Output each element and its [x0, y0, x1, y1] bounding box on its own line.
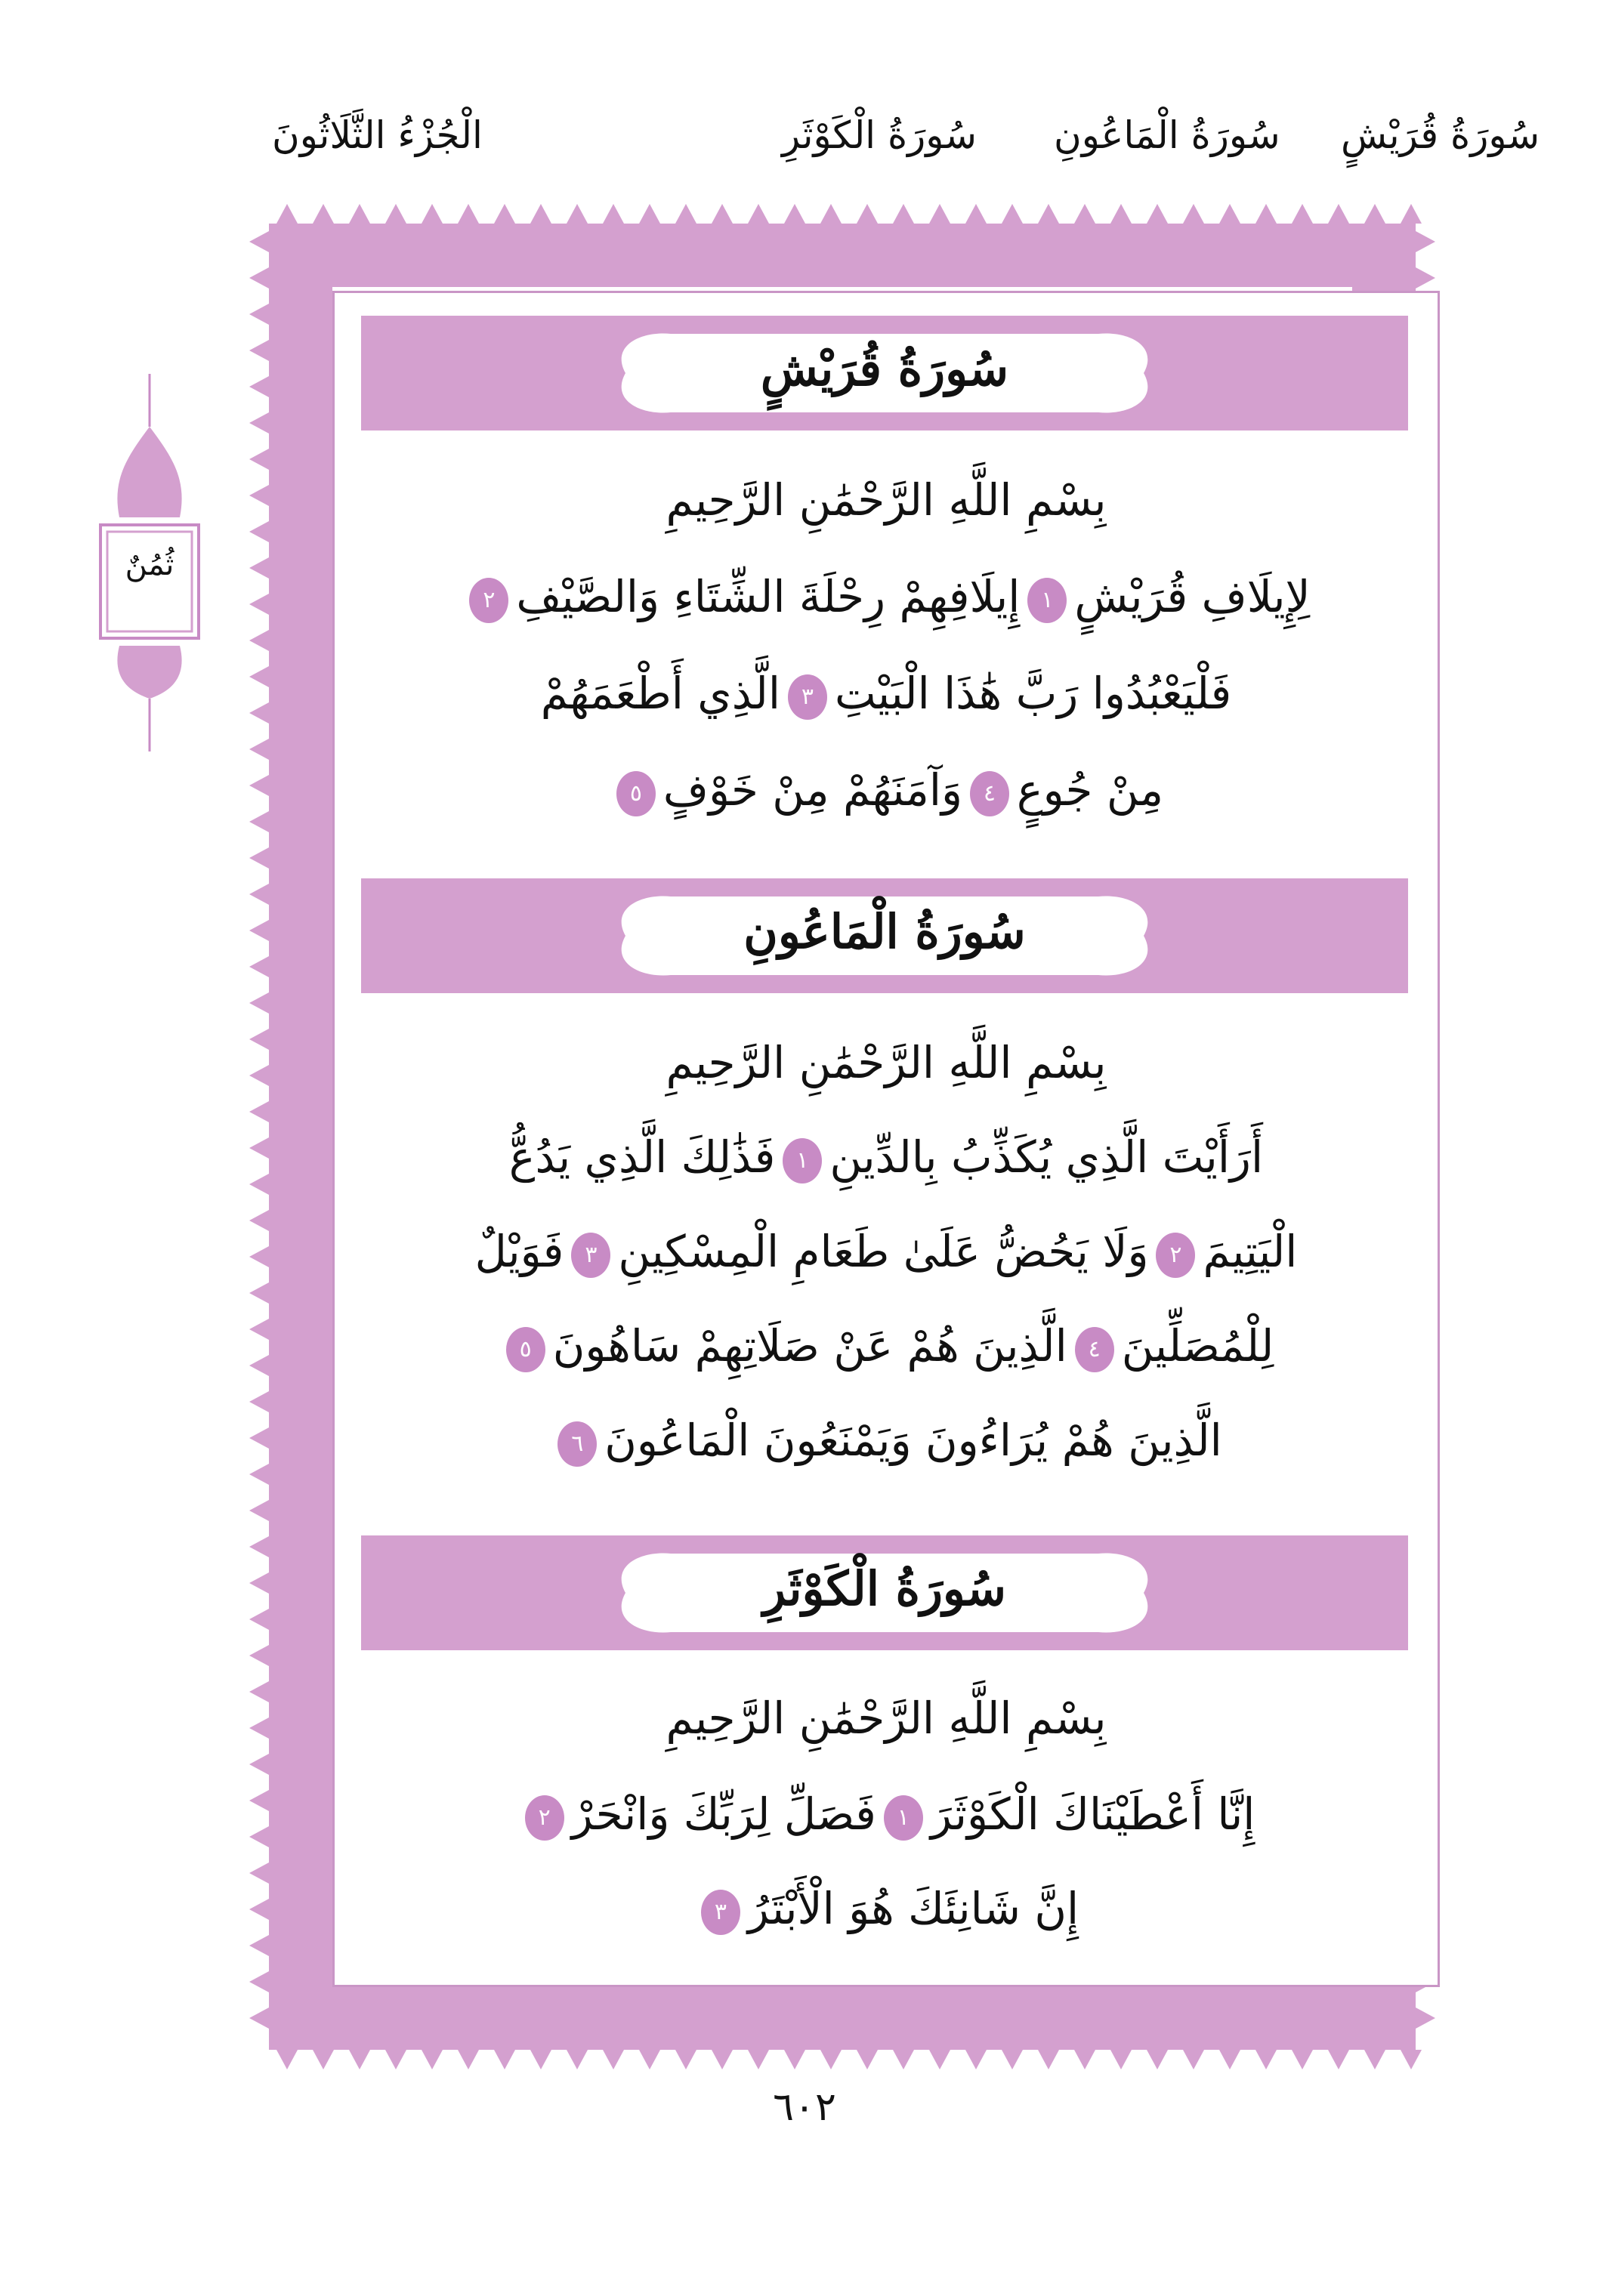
- frame-tooth: [675, 204, 696, 224]
- frame-tooth: [965, 2050, 987, 2069]
- ayah-marker: ١: [1027, 578, 1067, 623]
- frame-tooth: [639, 2050, 660, 2069]
- frame-tooth: [249, 594, 269, 615]
- surah-banner-quraysh: [361, 316, 1408, 430]
- frame-tooth: [249, 1899, 269, 1920]
- verse-text: الْيَتِيمَ: [1203, 1226, 1298, 1277]
- frame-tooth: [249, 1101, 269, 1122]
- frame-tooth: [313, 2050, 334, 2069]
- verse-line: [380, 1320, 1392, 1372]
- frame-tooth: [249, 956, 269, 977]
- frame-tooth: [249, 811, 269, 832]
- frame-tooth: [249, 1427, 269, 1449]
- frame-tooth: [784, 2050, 805, 2069]
- frame-tooth: [249, 1935, 269, 1956]
- verse-text: وَلَا يَحُضُّ عَلَىٰ طَعَامِ الْمِسْكِينِ: [618, 1226, 1149, 1277]
- frame-tooth: [422, 204, 443, 224]
- frame-tooth: [249, 449, 269, 470]
- verse-line: [380, 1883, 1392, 1935]
- verse-text: إِنَّ شَانِئَكَ هُوَ الْأَبْتَرُ: [747, 1883, 1079, 1934]
- frame-tooth: [249, 376, 269, 397]
- frame-tooth: [1255, 204, 1277, 224]
- basmala: بِسْمِ اللَّهِ الرَّحْمَٰنِ الرَّحِيمِ: [666, 1037, 1107, 1088]
- frame-tooth: [1401, 2050, 1422, 2069]
- frame-tooth: [249, 666, 269, 687]
- frame-tooth: [567, 2050, 588, 2069]
- surah-banner-maun: [361, 878, 1408, 993]
- frame-tooth: [1401, 204, 1422, 224]
- frame-tooth: [249, 847, 269, 869]
- frame-tooth: [249, 1609, 269, 1630]
- basmala: بِسْمِ اللَّهِ الرَّحْمَٰنِ الرَّحِيمِ: [666, 1693, 1107, 1744]
- frame-tooth: [1038, 2050, 1059, 2069]
- frame-tooth: [249, 521, 269, 542]
- frame-tooth: [349, 204, 370, 224]
- frame-tooth: [748, 2050, 769, 2069]
- frame-tooth: [249, 1681, 269, 1702]
- frame-tooth: [1147, 2050, 1168, 2069]
- surah-banner-kawthar: [361, 1535, 1408, 1650]
- frame-tooth: [1074, 204, 1095, 224]
- verse-text: فَصَلِّ لِرَبِّكَ وَانْحَرْ: [571, 1788, 876, 1840]
- verse-text: أَرَأَيْتَ الَّذِي يُكَذِّبُ بِالدِّينِ: [829, 1131, 1264, 1183]
- frame-tooth: [249, 1464, 269, 1485]
- frame-tooth: [249, 340, 269, 361]
- verse-text: الَّذِينَ هُمْ عَنْ صَلَاتِهِمْ سَاهُونَ: [552, 1320, 1067, 1372]
- frame-tooth: [494, 2050, 515, 2069]
- verse-text: فَذَٰلِكَ الَّذِي يَدُعُّ: [508, 1131, 776, 1183]
- page-number: ٦٠٢: [773, 2085, 836, 2130]
- frame-tooth: [893, 2050, 914, 2069]
- frame-tooth: [249, 1717, 269, 1739]
- frame-tooth: [385, 204, 406, 224]
- frame-tooth: [249, 1826, 269, 1847]
- frame-tooth: [249, 739, 269, 760]
- surah-title: سُورَةُ الْمَاعُونِ: [743, 904, 1026, 959]
- frame-tooth: [249, 1065, 269, 1086]
- frame-tooth: [249, 485, 269, 506]
- ayah-marker: ٣: [701, 1890, 740, 1935]
- verse-line: [380, 668, 1392, 720]
- surah-title: سُورَةُ قُرَيْشٍ: [760, 341, 1009, 397]
- frame-tooth: [530, 2050, 551, 2069]
- frame-tooth: [249, 412, 269, 434]
- frame-tooth: [249, 1391, 269, 1412]
- frame-tooth: [639, 204, 660, 224]
- frame-tooth: [313, 204, 334, 224]
- frame-tooth: [712, 2050, 733, 2069]
- frame-tooth: [249, 1790, 269, 1811]
- frame-tooth: [1364, 204, 1385, 224]
- frame-tooth: [458, 2050, 479, 2069]
- frame-tooth: [1416, 231, 1435, 252]
- frame-tooth: [385, 2050, 406, 2069]
- ayah-marker: ٢: [1156, 1233, 1195, 1278]
- frame-tooth: [1219, 2050, 1240, 2069]
- frame-tooth: [249, 775, 269, 796]
- frame-tooth: [249, 1282, 269, 1304]
- frame-tooth: [1364, 2050, 1385, 2069]
- frame-tooth: [1183, 2050, 1204, 2069]
- verse-line: [380, 1788, 1392, 1841]
- ayah-marker: ٢: [525, 1795, 564, 1841]
- frame-tooth: [712, 204, 733, 224]
- frame-tooth: [276, 2050, 298, 2069]
- side-label: ثُمُنٌ: [125, 548, 174, 582]
- ayah-marker: ٣: [788, 674, 827, 720]
- frame-tooth: [249, 2007, 269, 2029]
- frame-tooth: [603, 204, 624, 224]
- ayah-marker: ١: [783, 1138, 822, 1183]
- frame-tooth: [494, 204, 515, 224]
- frame-tooth: [249, 1246, 269, 1267]
- frame-tooth: [249, 992, 269, 1014]
- verse-line: [380, 1415, 1392, 1467]
- ayah-marker: ٢: [469, 578, 508, 623]
- frame-tooth: [249, 304, 269, 325]
- frame-tooth: [249, 557, 269, 579]
- frame-tooth: [422, 2050, 443, 2069]
- frame-tooth: [567, 204, 588, 224]
- frame-tooth: [1255, 2050, 1277, 2069]
- header-surah-quraysh: سُورَةُ قُرَيْشٍ: [1341, 113, 1540, 157]
- ayah-marker: ٥: [616, 771, 656, 816]
- frame-tooth: [249, 1754, 269, 1775]
- frame-tooth: [1328, 2050, 1349, 2069]
- verse-text: لِلْمُصَلِّينَ: [1121, 1320, 1274, 1372]
- verse-text: لِإِيلَافِ قُرَيْشٍ: [1074, 571, 1311, 622]
- verse-text: الَّذِي أَطْعَمَهُمْ: [540, 668, 780, 719]
- frame-tooth: [249, 1174, 269, 1195]
- frame-tooth: [276, 204, 298, 224]
- frame-tooth: [249, 630, 269, 651]
- frame-tooth: [249, 1137, 269, 1159]
- frame-tooth: [1328, 204, 1349, 224]
- frame-tooth: [1147, 204, 1168, 224]
- frame-tooth: [820, 2050, 842, 2069]
- frame-tooth: [1110, 2050, 1132, 2069]
- frame-tooth: [1002, 2050, 1023, 2069]
- basmala: بِسْمِ اللَّهِ الرَّحْمَٰنِ الرَّحِيمِ: [666, 474, 1107, 526]
- frame-tooth: [249, 1862, 269, 1884]
- surah-title: سُورَةُ الْكَوْثَرِ: [763, 1561, 1006, 1616]
- frame-tooth: [249, 1319, 269, 1340]
- ayah-marker: ٣: [571, 1233, 610, 1278]
- header-surah-kawthar: سُورَةُ الْكَوْثَرِ: [782, 113, 977, 157]
- frame-tooth: [603, 2050, 624, 2069]
- ayah-marker: ٤: [970, 771, 1009, 816]
- verse-text: مِنْ جُوعٍ: [1016, 764, 1164, 816]
- frame-tooth: [1110, 204, 1132, 224]
- frame-tooth: [530, 204, 551, 224]
- frame-tooth: [249, 231, 269, 252]
- frame-tooth: [1219, 204, 1240, 224]
- frame-tooth: [458, 204, 479, 224]
- verse-line: [380, 1131, 1392, 1183]
- frame-tooth: [249, 1500, 269, 1521]
- verse-line: [380, 1226, 1392, 1278]
- verse-text: الَّذِينَ هُمْ يُرَاءُونَ وَيَمْنَعُونَ الْمَاعُونَ: [604, 1415, 1222, 1466]
- header-juz: الْجُزْءُ الثَّلَاثُونَ: [272, 113, 483, 157]
- verse-line: [380, 764, 1392, 816]
- frame-tooth: [1292, 2050, 1313, 2069]
- frame-tooth: [249, 1971, 269, 1992]
- frame-tooth: [965, 204, 987, 224]
- ayah-marker: ٦: [557, 1421, 597, 1467]
- header-surah-maun: سُورَةُ الْمَاعُونِ: [1054, 113, 1280, 157]
- frame-tooth: [857, 204, 878, 224]
- frame-tooth: [249, 702, 269, 724]
- frame-tooth: [929, 204, 950, 224]
- frame-tooth: [249, 1645, 269, 1666]
- frame-tooth: [1038, 204, 1059, 224]
- frame-tooth: [249, 267, 269, 289]
- frame-tooth: [820, 204, 842, 224]
- frame-tooth: [1183, 204, 1204, 224]
- frame-tooth: [349, 2050, 370, 2069]
- frame-tooth: [249, 1572, 269, 1594]
- verse-text: فَلْيَعْبُدُوا رَبَّ هَٰذَا الْبَيْتِ: [834, 668, 1232, 719]
- verse-line: [380, 571, 1392, 623]
- frame-tooth: [929, 2050, 950, 2069]
- frame-tooth: [249, 1355, 269, 1376]
- frame-tooth: [1292, 204, 1313, 224]
- frame-tooth: [1416, 267, 1435, 289]
- frame-tooth: [1074, 2050, 1095, 2069]
- frame-tooth: [675, 2050, 696, 2069]
- verse-text: فَوَيْلٌ: [474, 1226, 564, 1277]
- frame-tooth: [1416, 2007, 1435, 2029]
- frame-tooth: [857, 2050, 878, 2069]
- ayah-marker: ١: [884, 1795, 923, 1841]
- frame-tooth: [249, 1029, 269, 1050]
- frame-tooth: [249, 920, 269, 941]
- frame-tooth: [1002, 204, 1023, 224]
- frame-tooth: [249, 1536, 269, 1557]
- verse-text: وَآمَنَهُمْ مِنْ خَوْفٍ: [662, 764, 962, 816]
- page-content: [332, 291, 1440, 1987]
- frame-tooth: [893, 204, 914, 224]
- frame-tooth: [748, 204, 769, 224]
- frame-tooth: [784, 204, 805, 224]
- frame-tooth: [249, 884, 269, 905]
- verse-text: إِيلَافِهِمْ رِحْلَةَ الشِّتَاءِ وَالصَّيْفِ: [516, 571, 1021, 622]
- verse-text: إِنَّا أَعْطَيْنَاكَ الْكَوْثَرَ: [930, 1788, 1255, 1840]
- ayah-marker: ٤: [1075, 1327, 1114, 1372]
- ayah-marker: ٥: [506, 1327, 545, 1372]
- frame-tooth: [249, 1210, 269, 1231]
